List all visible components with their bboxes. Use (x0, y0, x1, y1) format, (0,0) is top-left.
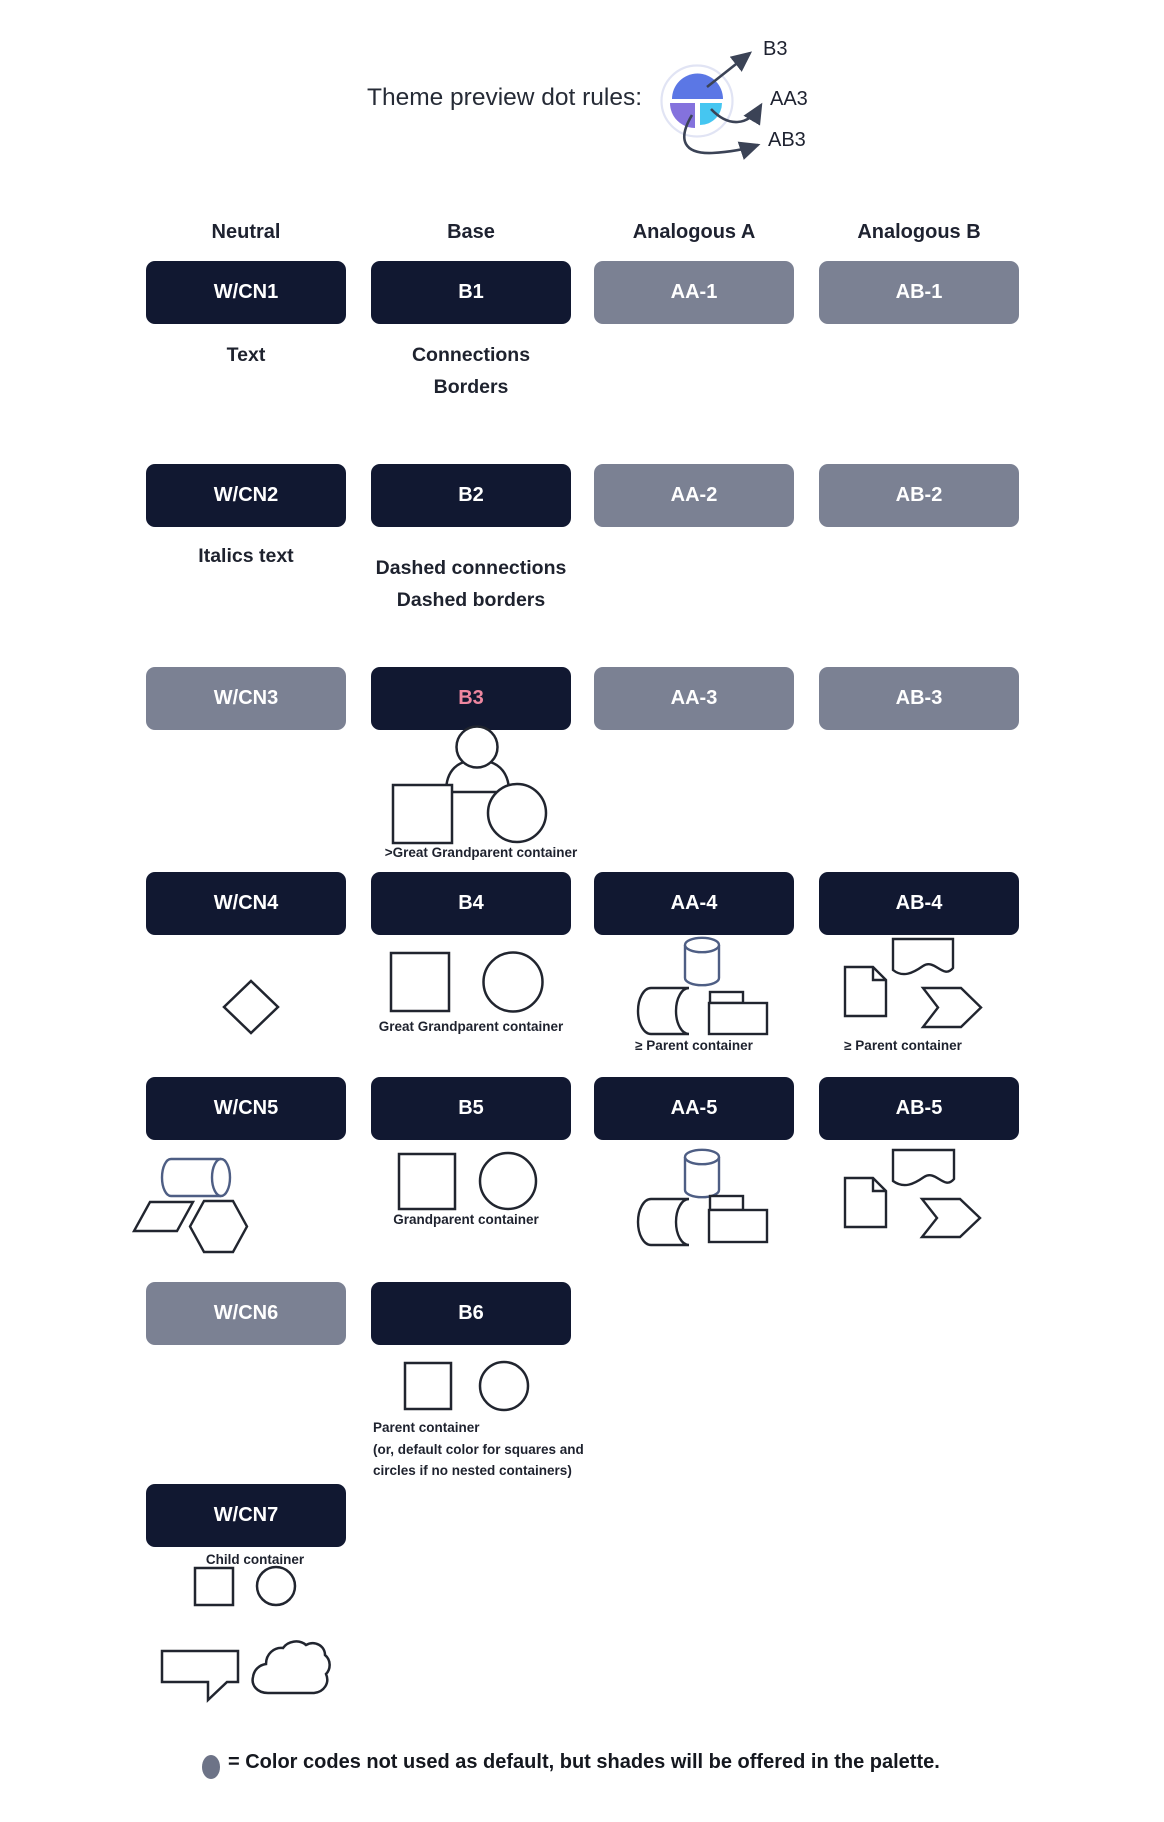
b3-square-shape (393, 785, 452, 843)
legend-dot-icon (202, 1755, 220, 1779)
swatch-aa4 (594, 872, 794, 935)
ab4-document-fold (873, 967, 886, 980)
b6-shape-group (405, 1362, 528, 1410)
swatch-label: AB-4 (895, 892, 943, 914)
swatch-label: B4 (458, 892, 484, 914)
ab4-chevron-shape (923, 988, 981, 1027)
dot-label-aa3: AA3 (770, 88, 808, 110)
caption-child-container: Child container (205, 1552, 305, 1567)
aa5-cylinder-icon (685, 1157, 719, 1197)
swatch-label: W/CN3 (213, 687, 279, 709)
aa5-shape-group (638, 1150, 767, 1245)
swatch-wcn2 (146, 464, 346, 527)
aa5-stored-data-shape (638, 1199, 689, 1245)
aa4-cylinder-icon (685, 945, 719, 985)
aa4-cylinder-top (685, 938, 719, 952)
wcn5-cylinder-end (212, 1159, 230, 1196)
caption-b3-shapes: >Great Grandparent container (384, 845, 578, 860)
swatch-label: AA-1 (670, 281, 718, 303)
swatch-aa3 (594, 667, 794, 730)
caption-borders: Borders (433, 376, 509, 398)
aa4-folder-tab (710, 992, 743, 1003)
b5-circle-shape (480, 1153, 536, 1209)
arrow-to-b3 (707, 53, 750, 87)
swatch-ab4 (819, 872, 1019, 935)
b4-circle-shape (484, 953, 543, 1012)
swatch-label: AB-2 (895, 484, 943, 506)
swatch-label: W/CN2 (213, 484, 279, 506)
caption-b6-line2: (or, default color for squares and (373, 1442, 584, 1457)
ab5-shape-group (845, 1150, 980, 1237)
swatch-label: B6 (458, 1302, 484, 1324)
swatch-b3 (371, 667, 571, 730)
b3-shape-group (393, 727, 546, 844)
swatch-aa1 (594, 261, 794, 324)
swatch-label: W/CN7 (213, 1504, 279, 1526)
arrow-to-aa3 (711, 105, 761, 122)
caption-aa4-shapes: ≥ Parent container (635, 1038, 753, 1053)
ab4-shape-group (845, 939, 981, 1027)
caption-b5-shapes: Grandparent container (393, 1212, 539, 1227)
wcn5-hexagon-shape (190, 1201, 247, 1252)
b5-shape-group (399, 1153, 536, 1209)
swatch-b6 (371, 1282, 571, 1345)
swatch-label: AB-1 (895, 281, 943, 303)
swatch-label: AB-3 (895, 687, 943, 709)
swatch-aa5 (594, 1077, 794, 1140)
b5-square-shape (399, 1154, 455, 1209)
swatch-label: B3 (458, 687, 484, 709)
ab5-chevron-shape (922, 1199, 980, 1237)
ab4-wavy-card-shape (893, 939, 953, 974)
dot-label-ab3: AB3 (768, 129, 806, 151)
person-head (457, 727, 498, 768)
legend-text: = Color codes not used as default, but shades will be offered in the palette. (228, 1751, 940, 1773)
aa5-folder-shape (709, 1210, 767, 1242)
b6-circle-shape (480, 1362, 528, 1410)
wcn5-parallelogram-shape (134, 1202, 193, 1231)
caption-b6-line1: Parent container (373, 1420, 480, 1435)
b3-circle-shape (488, 784, 546, 842)
swatch-ab1 (819, 261, 1019, 324)
swatch-ab3 (819, 667, 1019, 730)
dot-label-b3: B3 (763, 38, 788, 60)
swatch-label: B5 (458, 1097, 484, 1119)
swatch-label: W/CN1 (213, 281, 279, 303)
aa4-stored-data-shape (638, 988, 689, 1034)
swatch-b5 (371, 1077, 571, 1140)
swatch-aa2 (594, 464, 794, 527)
arrow-to-ab3 (684, 115, 758, 153)
swatch-label: W/CN5 (213, 1097, 279, 1119)
aa4-folder-shape (709, 1003, 767, 1034)
column-header-base: Base (447, 221, 495, 243)
swatch-wcn1 (146, 261, 346, 324)
swatch-wcn6 (146, 1282, 346, 1345)
swatch-ab2 (819, 464, 1019, 527)
wcn7-shape-group (162, 1567, 330, 1700)
swatch-b4 (371, 872, 571, 935)
swatch-wcn5 (146, 1077, 346, 1140)
swatch-label: B1 (458, 281, 484, 303)
ab5-wavy-card-shape (893, 1150, 954, 1185)
column-header-analogous-a: Analogous A (632, 221, 756, 243)
caption-dashed-borders: Dashed borders (396, 589, 546, 611)
dot-rule-arrows (684, 53, 761, 153)
swatch-label: AB-5 (895, 1097, 943, 1119)
b4-square-shape (391, 953, 449, 1011)
person-icon (446, 760, 509, 792)
page-title: Theme preview dot rules: (367, 84, 643, 111)
ab5-document-fold (873, 1178, 886, 1191)
swatch-label: AA-2 (670, 484, 718, 506)
aa5-folder-tab (710, 1196, 743, 1210)
swatch-b1 (371, 261, 571, 324)
swatch-wcn4 (146, 872, 346, 935)
aa5-cylinder-top (685, 1150, 719, 1164)
b4-shape-group (391, 953, 543, 1012)
column-header-neutral: Neutral (211, 221, 281, 243)
wcn5-shape-group (134, 1159, 247, 1252)
swatch-label: AA-4 (670, 892, 718, 914)
swatch-label: AA-3 (670, 687, 718, 709)
swatch-wcn7 (146, 1484, 346, 1547)
caption-b4-shapes: Great Grandparent container (378, 1019, 564, 1034)
caption-text: Text (226, 344, 266, 366)
caption-ab4-shapes: ≥ Parent container (844, 1038, 962, 1053)
swatch-wcn3 (146, 667, 346, 730)
swatch-label: W/CN4 (213, 892, 279, 914)
wcn5-cylinder-icon (162, 1159, 221, 1196)
column-header-analogous-b: Analogous B (857, 221, 981, 243)
swatch-b2 (371, 464, 571, 527)
caption-dashed-connections: Dashed connections (375, 557, 567, 579)
swatch-label: AA-5 (670, 1097, 718, 1119)
wcn4-diamond-shape (224, 981, 278, 1033)
swatch-ab5 (819, 1077, 1019, 1140)
wcn7-square-shape (195, 1568, 233, 1605)
caption-b6-line3: circles if no nested containers) (373, 1463, 572, 1478)
caption-italics-text: Italics text (198, 545, 294, 567)
theme-dot-icon (662, 66, 733, 137)
ab4-document-shape (845, 967, 886, 1016)
cloud-shape (253, 1641, 330, 1693)
caption-connections: Connections (411, 344, 531, 366)
aa4-shape-group (638, 938, 767, 1034)
speech-bubble-shape (162, 1651, 238, 1700)
b6-square-shape (405, 1363, 451, 1409)
ab5-document-shape (845, 1178, 886, 1227)
swatch-label: B2 (458, 484, 484, 506)
wcn7-circle-shape (257, 1567, 295, 1605)
swatch-label: W/CN6 (213, 1302, 279, 1324)
